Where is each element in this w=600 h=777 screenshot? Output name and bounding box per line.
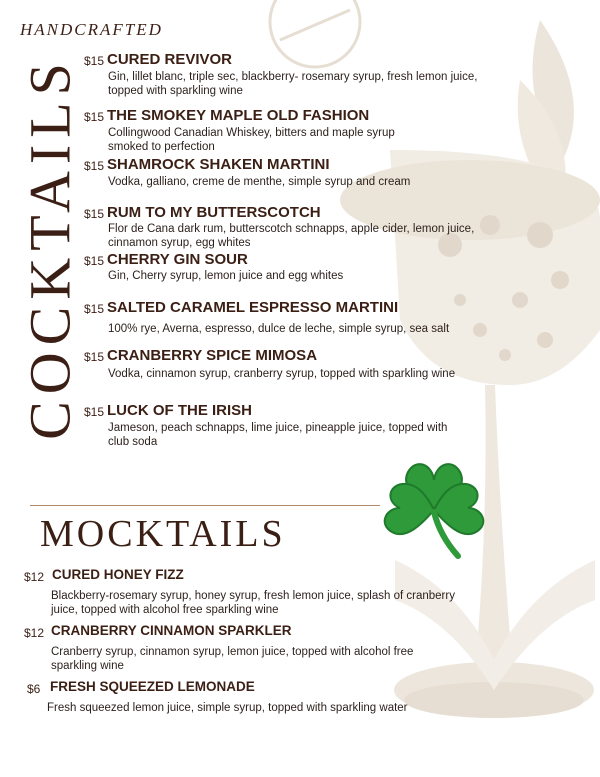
item-description: Gin, lillet blanc, triple sec, blackberry- rosemary syrup, fresh lemon juice, topped with sparkling wine bbox=[108, 71, 478, 97]
item-description: Collingwood Canadian Whiskey, bitters and maple syrup smoked to perfection bbox=[108, 127, 395, 153]
price: $15 bbox=[84, 405, 105, 419]
price: $6 bbox=[27, 682, 41, 696]
price: $12 bbox=[24, 570, 45, 584]
item-description: Blackberry-rosemary syrup, honey syrup, fresh lemon juice, splash of cranberry juice, topped with alcohol free sparkling wine bbox=[51, 590, 455, 616]
item-description: Fresh squeezed lemon juice, simple syrup, topped with sparkling water bbox=[47, 702, 408, 714]
item-name: CRANBERRY CINNAMON SPARKLER bbox=[51, 623, 292, 638]
item-description: Flor de Cana dark rum, butterscotch schnapps, apple cider, lemon juice, cinnamon syrup, egg whites bbox=[108, 223, 475, 249]
price: $15 bbox=[84, 159, 105, 173]
item-description: 100% rye, Averna, espresso, dulce de leche, simple syrup, sea salt bbox=[108, 323, 450, 335]
mocktails-title: MOCKTAILS bbox=[40, 513, 286, 555]
item-name: CURED REVIVOR bbox=[107, 51, 233, 68]
price: $15 bbox=[84, 350, 105, 364]
item-name: CRANBERRY SPICE MIMOSA bbox=[107, 347, 318, 364]
section-divider bbox=[30, 505, 380, 506]
item-name: SHAMROCK SHAKEN MARTINI bbox=[107, 156, 330, 173]
price: $15 bbox=[84, 54, 105, 68]
item-name: RUM TO MY BUTTERSCOTCH bbox=[107, 204, 321, 221]
item-description: Vodka, cinnamon syrup, cranberry syrup, topped with sparkling wine bbox=[108, 368, 456, 380]
price: $15 bbox=[84, 207, 105, 221]
item-name: CURED HONEY FIZZ bbox=[52, 567, 184, 582]
cocktails-title: COCKTAILS bbox=[17, 56, 83, 440]
item-name: LUCK OF THE IRISH bbox=[107, 402, 252, 419]
tagline: HANDCRAFTED bbox=[20, 20, 163, 39]
price: $12 bbox=[24, 626, 45, 640]
item-description: Gin, Cherry syrup, lemon juice and egg whites bbox=[108, 270, 344, 282]
price: $15 bbox=[84, 302, 105, 316]
item-name: SALTED CARAMEL ESPRESSO MARTINI bbox=[107, 299, 399, 316]
shamrock-icon bbox=[378, 458, 490, 562]
item-description: Vodka, galliano, creme de menthe, simple syrup and cream bbox=[108, 176, 411, 188]
price: $15 bbox=[84, 110, 105, 124]
item-name: FRESH SQUEEZED LEMONADE bbox=[50, 679, 255, 694]
price: $15 bbox=[84, 254, 105, 268]
item-name: THE SMOKEY MAPLE OLD FASHION bbox=[107, 107, 370, 124]
item-name: CHERRY GIN SOUR bbox=[107, 251, 248, 268]
item-description: Jameson, peach schnapps, lime juice, pineapple juice, topped with club soda bbox=[108, 422, 448, 448]
item-description: Cranberry syrup, cinnamon syrup, lemon juice, topped with alcohol free sparkling wine bbox=[51, 646, 414, 672]
